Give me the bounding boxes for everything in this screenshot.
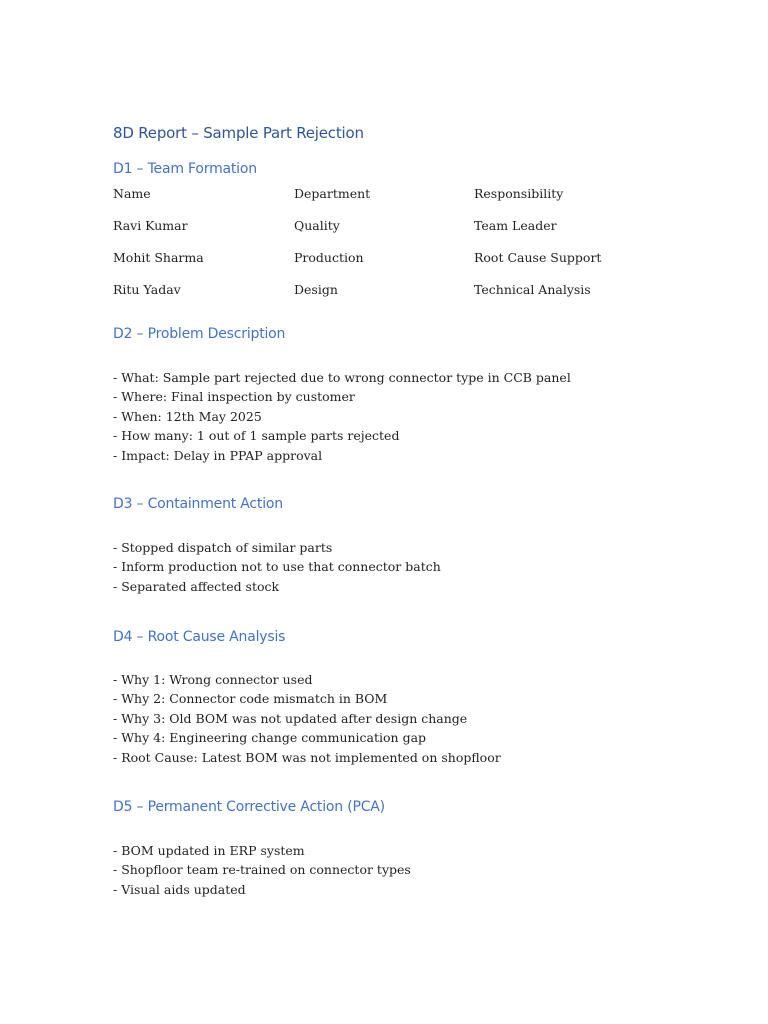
- list-item: - Why 1: Wrong connector used: [113, 672, 313, 687]
- list-item: - How many: 1 out of 1 sample parts rejected: [113, 428, 400, 444]
- d5-heading: D5 – Permanent Corrective Action (PCA): [113, 799, 385, 815]
- table-row: [113, 250, 653, 282]
- list-item: - Why 2: Connector code mismatch in BOM: [113, 691, 388, 707]
- table-header-department: Department: [294, 186, 371, 201]
- d2-heading: D2 – Problem Description: [113, 326, 286, 342]
- table-cell-responsibility: Technical Analysis: [474, 282, 591, 297]
- team-table: [113, 186, 653, 314]
- list-item: - Why 3: Old BOM was not updated after design change: [113, 710, 468, 726]
- d5-corrective-action-list: [113, 841, 411, 899]
- list-item: - Root Cause: Latest BOM was not implemented on shopfloor: [113, 749, 501, 765]
- table-header-responsibility: Responsibility: [474, 186, 564, 201]
- table-cell-department: Design: [294, 282, 338, 297]
- table-row: [113, 218, 653, 250]
- table-cell-responsibility: Team Leader: [474, 218, 557, 233]
- list-item: - Shopfloor team re-trained on connector types: [113, 862, 411, 878]
- table-row: [113, 282, 653, 314]
- list-item: - Inform production not to use that connector batch: [113, 559, 441, 575]
- table-cell-department: Quality: [294, 218, 340, 233]
- table-cell-responsibility: Root Cause Support: [474, 250, 602, 265]
- list-item: - Visual aids updated: [113, 881, 246, 897]
- list-item: - What: Sample part rejected due to wrong connector type in CCB panel: [113, 370, 571, 385]
- d4-heading: D4 – Root Cause Analysis: [113, 629, 286, 645]
- document-title: 8D Report – Sample Part Rejection: [113, 124, 364, 142]
- table-cell-name: Mohit Sharma: [113, 250, 204, 265]
- list-item: - When: 12th May 2025: [113, 408, 262, 424]
- list-item: - Stopped dispatch of similar parts: [113, 540, 333, 555]
- d1-heading: D1 – Team Formation: [113, 161, 257, 177]
- d3-containment-list: [113, 538, 441, 596]
- table-cell-name: Ritu Yadav: [113, 282, 181, 297]
- list-item: - Where: Final inspection by customer: [113, 389, 355, 405]
- table-cell-name: Ravi Kumar: [113, 218, 188, 233]
- list-item: - BOM updated in ERP system: [113, 843, 305, 858]
- table-cell-department: Production: [294, 250, 364, 265]
- d2-problem-list: [113, 368, 571, 465]
- d4-root-cause-list: [113, 670, 501, 767]
- list-item: - Separated affected stock: [113, 578, 280, 594]
- d3-heading: D3 – Containment Action: [113, 496, 283, 512]
- list-item: - Impact: Delay in PPAP approval: [113, 447, 323, 463]
- list-item: - Why 4: Engineering change communication gap: [113, 730, 427, 746]
- team-table-header-row: [113, 186, 653, 218]
- table-header-name: Name: [113, 186, 151, 201]
